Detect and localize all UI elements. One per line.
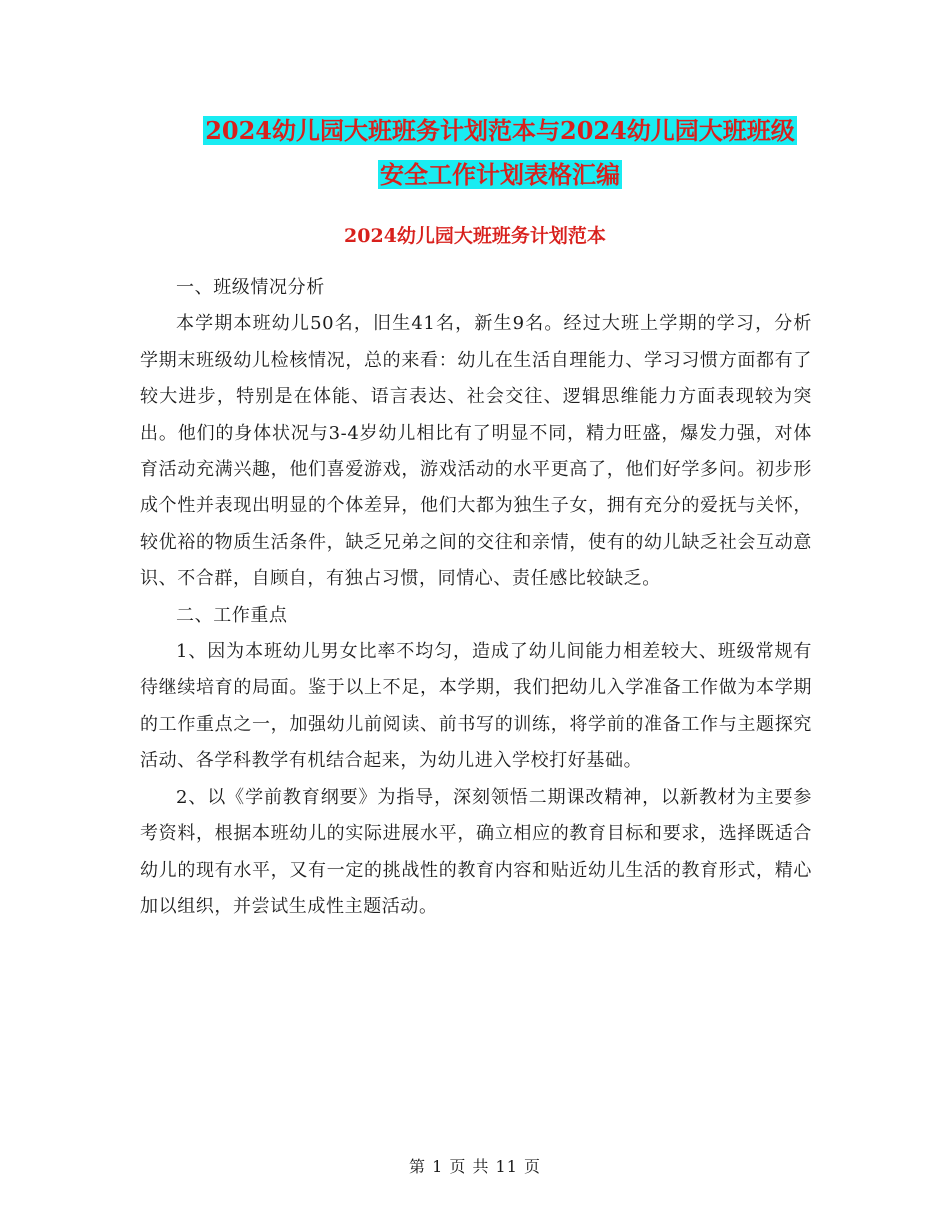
paragraph-work-focus-1: 1、因为本班幼儿男女比率不均匀，造成了幼儿间能力相差较大、班级常规有待继续培育的局面。鉴于以上不足，本学期，我们把幼儿入学准备工作做为本学期的工作重点之一，加强幼儿前阅读、前书写的训练，将学前的准备工作与主题探究活动、各学科教学有机结合起来，为幼儿进入学校打好基础。 [140,641,812,772]
title-highlight: 安全工作计划表格汇编 [380,160,620,189]
heading-class-analysis: 一、班级情况分析 [176,277,325,298]
paragraph-work-focus-2: 2、以《学前教育纲要》为指导，深刻领悟二期课改精神，以新教材为主要参考资料，根据本班幼儿的实际进展水平，确立相应的教育目标和要求，选择既适合幼儿的现有水平，又有一定的挑战性的教育内容和贴近幼儿生活的教育形式，精心加以组织，并尝试生成性主题活动。 [140,786,812,917]
document-title-line-2 [140,152,860,198]
page-footer: 第 1 页 共 11 页 [409,1157,541,1176]
document-title-line-1 [140,108,860,154]
section-title: 2024幼儿园大班班务计划范本 [344,225,606,247]
heading-work-focus: 二、工作重点 [176,604,288,626]
title-highlight: 2024幼儿园大班班务计划范本与2024幼儿园大班班级 [205,116,795,145]
paragraph-class-analysis: 本学期本班幼儿50名，旧生41名，新生9名。经过大班上学期的学习，分析学期末班级幼儿检核情况，总的来看：幼儿在生活自理能力、学习习惯方面都有了较大进步，特别是在体能、语言表达、社会交往、逻辑思维能力方面表现较为突出。他们的身体状况与3-4岁幼儿相比有了明显不同，精力旺盛，爆发力强，对体育活动充满兴趣，他们喜爱游戏，游戏活动的水平更高了，他们好学多问。初步形成个性并表现出明显的个体差异，他们大都为独生子女，拥有充分的爱抚与关怀，较优裕的物质生活条件，缺乏兄弟之间的交往和亲情，使有的幼儿缺乏社会互动意识、不合群，自顾自，有独占习惯，同情心、责任感比较缺乏。 [140,313,812,590]
document-body [140,270,812,925]
